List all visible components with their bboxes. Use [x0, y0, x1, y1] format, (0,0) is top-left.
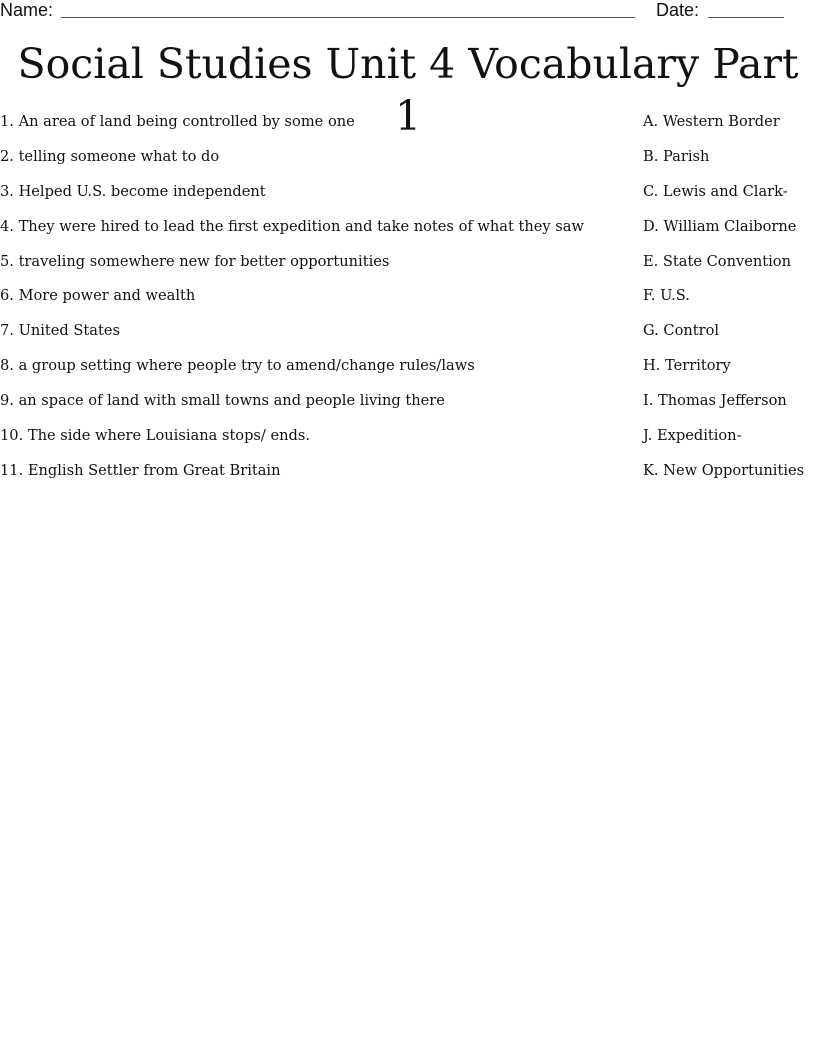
- name-label: Name:: [0, 0, 54, 20]
- term-item: I. Thomas Jefferson: [643, 392, 787, 410]
- page-title: Social Studies Unit 4 Vocabulary Part 1: [17, 40, 799, 140]
- matching-row: [0, 390, 816, 425]
- definition-item: 2. telling someone what to do: [0, 147, 220, 165]
- term-item: E. State Convention: [643, 252, 791, 270]
- term-item: K. New Opportunities: [643, 461, 805, 479]
- term-item: A. Western Border: [643, 113, 780, 130]
- matching-row: [0, 216, 816, 251]
- date-blank-line[interactable]: [708, 17, 784, 18]
- definition-item: 6. More power and wealth: [0, 287, 196, 305]
- term-item: D. William Claiborne: [643, 217, 797, 235]
- matching-row: [0, 355, 816, 390]
- matching-row: [0, 460, 816, 495]
- matching-row: [0, 251, 816, 286]
- term-item: F. U.S.: [643, 287, 690, 305]
- matching-row: [0, 425, 816, 460]
- definition-item: 7. United States: [0, 322, 120, 340]
- term-item: J. Expedition-: [643, 427, 742, 445]
- definition-item: 9. an space of land with small towns and people living there: [0, 392, 445, 410]
- matching-row: [0, 285, 816, 320]
- definition-item: 1. An area of land being controlled by some one: [0, 113, 355, 130]
- worksheet-header: [0, 0, 816, 22]
- term-item: B. Parish: [643, 147, 710, 165]
- definition-item: 8. a group setting where people try to amend/change rules/laws: [0, 357, 475, 375]
- vocabulary-matching-list: [0, 111, 816, 495]
- definition-item: 3. Helped U.S. become independent: [0, 182, 266, 200]
- matching-row: [0, 320, 816, 355]
- definition-item: 5. traveling somewhere new for better opportunities: [0, 252, 390, 270]
- term-item: C. Lewis and Clark-: [643, 182, 788, 200]
- matching-row: [0, 181, 816, 216]
- term-item: G. Control: [643, 322, 720, 340]
- matching-row: [0, 111, 816, 146]
- definition-item: 10. The side where Louisiana stops/ ends.: [0, 427, 310, 445]
- date-label: Date:: [656, 0, 700, 20]
- name-blank-line[interactable]: [61, 17, 635, 18]
- term-item: H. Territory: [643, 357, 731, 375]
- matching-row: [0, 146, 816, 181]
- definition-item: 4. They were hired to lead the first expedition and take notes of what they saw: [0, 217, 584, 235]
- definition-item: 11. English Settler from Great Britain: [0, 461, 281, 479]
